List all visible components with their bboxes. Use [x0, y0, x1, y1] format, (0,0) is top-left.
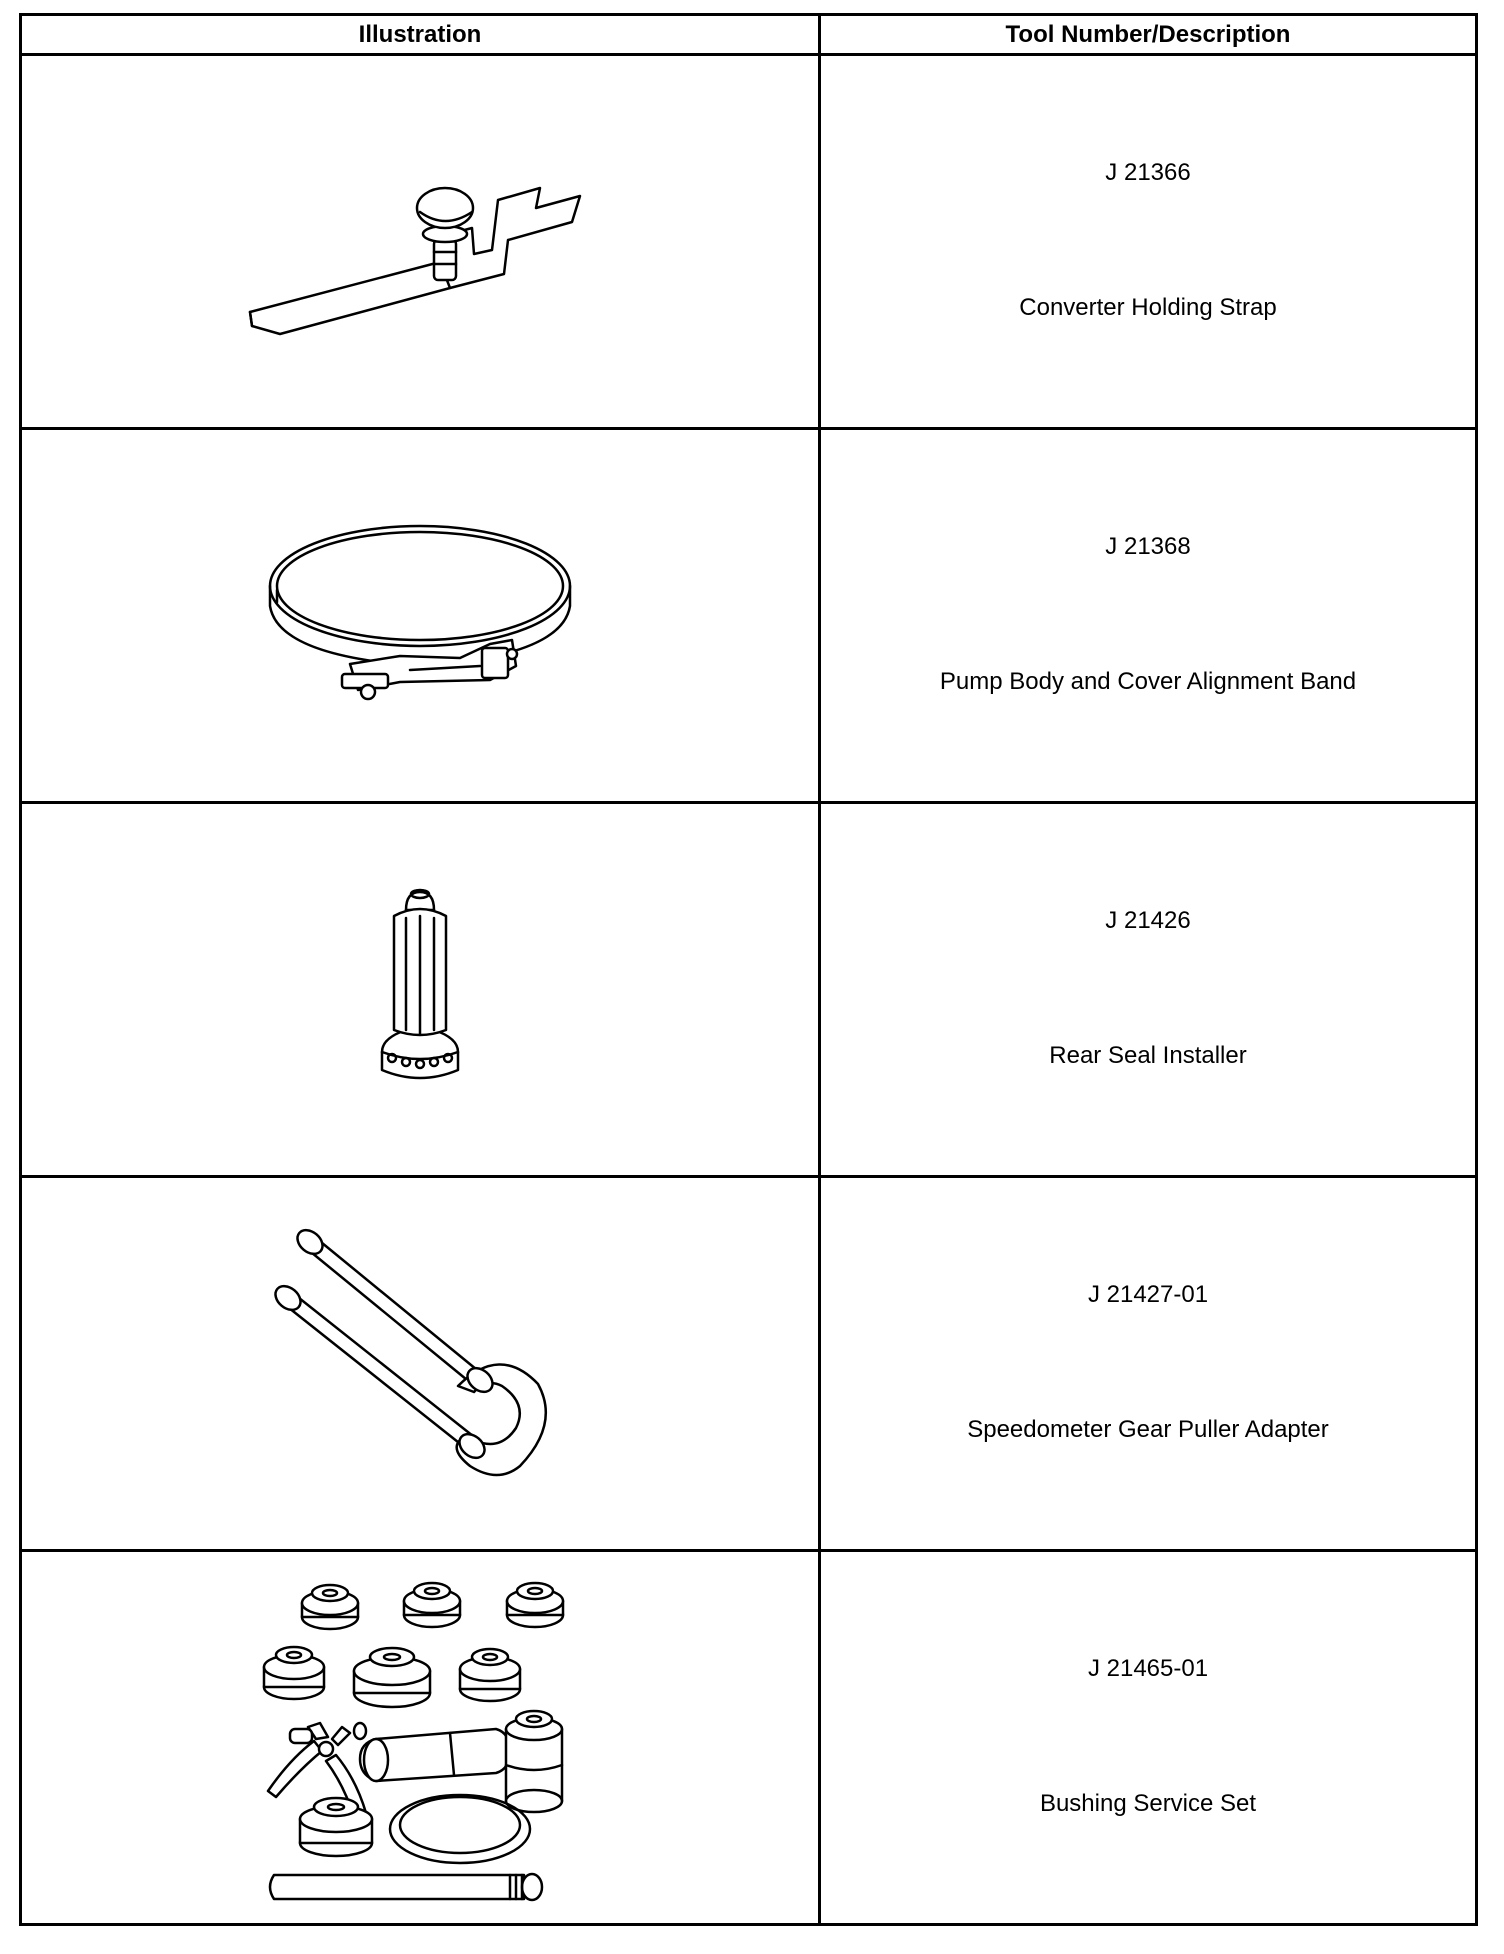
tool-description: Speedometer Gear Puller Adapter [967, 1416, 1329, 1443]
illustration-cell [21, 1551, 820, 1925]
tool-number: J 21427-01 [1087, 1281, 1209, 1308]
header-row [21, 15, 1477, 55]
tool-header: Tool Number/Description [820, 15, 1477, 55]
table-row [21, 803, 1477, 1177]
tool-cell [820, 803, 1477, 1177]
illustration-cell [21, 1177, 820, 1551]
tool-cell [820, 429, 1477, 803]
table-row [21, 1177, 1477, 1551]
tool-cell [820, 55, 1477, 429]
tool-cell [820, 1551, 1477, 1925]
tool-number: J 21465-01 [1087, 1655, 1209, 1682]
alignment-band-icon [250, 506, 590, 726]
tool-description: Converter Holding Strap [1019, 294, 1277, 321]
tool-description: Pump Body and Cover Alignment Band [939, 668, 1357, 695]
gear-puller-adapter-icon [260, 1214, 580, 1514]
tool-number: J 21368 [1105, 533, 1191, 560]
tool-number: J 21366 [1105, 159, 1191, 186]
table-row [21, 55, 1477, 429]
converter-holding-strap-icon [210, 112, 630, 372]
special-tools-table [19, 13, 1478, 1926]
table-row [21, 1551, 1477, 1925]
bushing-service-set-icon [260, 1563, 580, 1913]
tool-description: Rear Seal Installer [1049, 1042, 1247, 1069]
illustration-cell [21, 429, 820, 803]
tool-number: J 21426 [1105, 907, 1191, 934]
illustration-cell [21, 803, 820, 1177]
table-row [21, 429, 1477, 803]
illustration-cell [21, 55, 820, 429]
tool-description: Bushing Service Set [1039, 1790, 1257, 1817]
tool-cell [820, 1177, 1477, 1551]
rear-seal-installer-icon [360, 880, 480, 1100]
illustration-header: Illustration [21, 15, 820, 55]
